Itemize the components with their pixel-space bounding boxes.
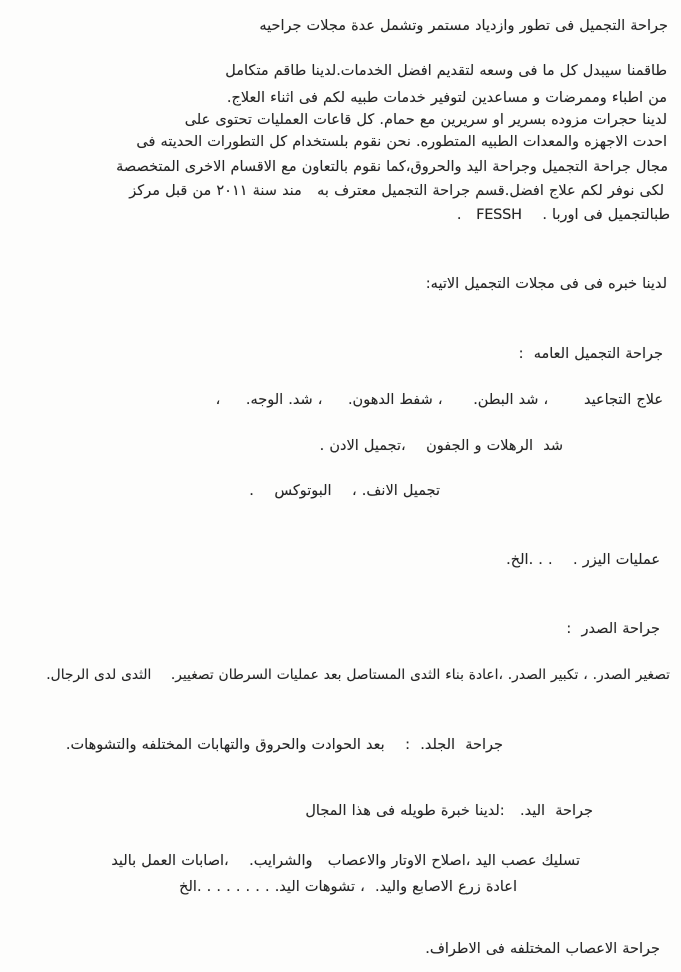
general-surgery-heading: جراحة التجميل العامه : [518,346,663,362]
intro-paragraph-line-4: احدت الاجهزه والمعدات الطبيه المتطوره. نحن نقوم بلستخدام كل التطورات الحديته فى [136,134,667,150]
hand-surgery-heading: جراحة اليد. :لدينا خبرة طويله فى هذا المجال [305,803,593,819]
chest-surgery-heading: جراحة الصدر : [566,621,660,637]
skin-surgery-line: جراحة الجلد. : بعد الحوادت والحروق والتهابات المختلفه والتشوهات. [65,737,503,753]
general-surgery-item-sagging: شد الرهلات و الجفون ،تجميل الادن . [319,438,563,454]
opening-line: جراحة التجميل فى تطور وازدياد مستمر وتشمل عدة مجلات جراحيه [259,18,668,34]
closing-line: جراحة الاعصاب المختلفه فى الاطراف. [425,941,660,957]
intro-paragraph-line-5: مجال جراحة التجميل وجراحة اليد والحروق،كما نقوم بالتعاون مع الاقسام الاخرى المتخصصة [116,159,668,175]
intro-paragraph-line-fessh: طبالتجميل فى اوربا . FESSH . [456,207,670,223]
intro-paragraph-line-3: لدينا حجرات مزوده بسرير او سريرين مع حمام. كل قاعات العمليات تحتوى على [184,112,667,128]
general-surgery-item-laser: عمليات اليزر . . . .الخ. [506,552,660,568]
general-surgery-item-wrinkles: علاج التجاعيد ، شد البطن. ، شفط الدهون. ، شد. الوجه. ، [215,392,663,408]
intro-paragraph-line-2: من اطباء وممرضات و مساعدين لتوفير خدمات طبيه لكم فى اثناء العلاج. [226,90,667,106]
expertise-intro-line: لدينا خبره فى فى مجلات التجميل الاتيه: [425,276,667,292]
general-surgery-item-nose: تجميل الانف. ، البوتوكس . [249,483,440,499]
chest-surgery-details: تصغير الصدر. ، تكبير الصدر. ،اعادة بناء الثدى المستاصل بعد عمليات السرطان تصغيير. الثدى لدى الرجال. [46,667,670,683]
hand-surgery-item-replant: اعادة زرع الاصابع واليد. ، تشوهات اليد. . . . . . . . .الخ [179,879,517,895]
hand-surgery-item-nerves: تسليك عصب اليد ،اصلاح الاوتار والاعصاب والشرايب. ،اصابات العمل باليد [111,853,580,869]
intro-paragraph-line-1: طاقمنا سيبدل كل ما فى وسعه لتقديم افضل الخدمات.لدينا طاقم متكامل [225,63,667,79]
intro-paragraph-line-6: لكى نوفر لكم علاج افضل.قسم جراحة التجميل معترف به مند سنة ٢٠١١ من قبل مركز [129,183,664,199]
